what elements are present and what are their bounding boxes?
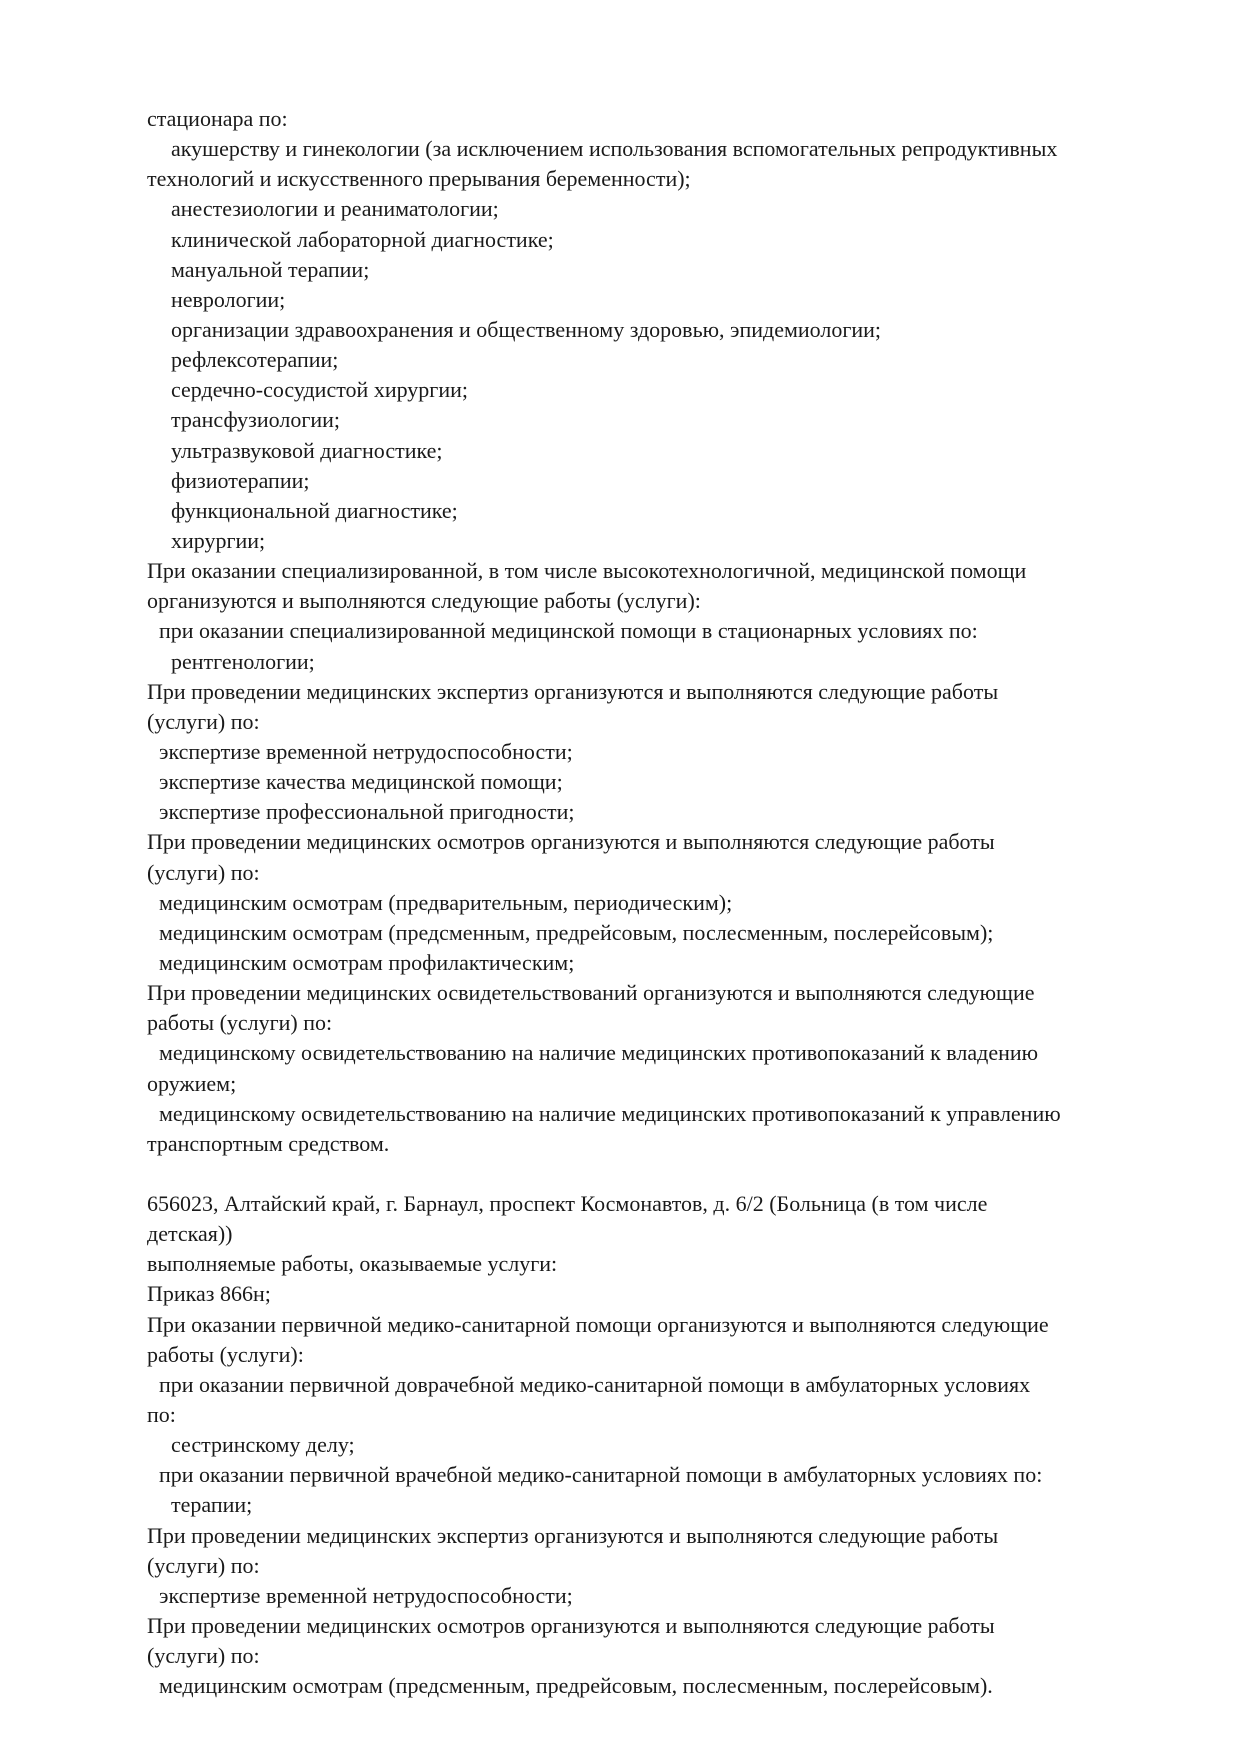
paragraph-gap — [147, 1159, 1187, 1189]
list-item: экспертизе качества медицинской помощи; — [159, 769, 563, 795]
list-item: рефлексотерапии; — [171, 347, 339, 373]
list-item: медицинским осмотрам (предсменным, предрейсовым, послесменным, послерейсовым). — [159, 1673, 993, 1699]
section-heading: При оказании специализированной, в том числе высокотехнологичной, медицинской помощи — [147, 558, 1027, 584]
section-heading: При проведении медицинских экспертиз организуются и выполняются следующие работы — [147, 678, 999, 704]
text-line: работы (услуги): — [147, 1341, 304, 1367]
list-item: мануальной терапии; — [171, 256, 370, 282]
text-line: выполняемые работы, оказываемые услуги: — [147, 1251, 558, 1277]
list-item: терапии; — [171, 1492, 253, 1518]
address-line: детская)) — [147, 1221, 233, 1247]
address-line: 656023, Алтайский край, г. Барнаул, проспект Космонавтов, д. 6/2 (Больница (в том числе — [147, 1191, 988, 1217]
list-item: медицинским осмотрам профилактическим; — [159, 949, 575, 975]
subsection-line: при оказании первичной доврачебной медико-санитарной помощи в амбулаторных условиях — [159, 1371, 1031, 1397]
list-item: клинической лабораторной диагностике; — [171, 226, 554, 252]
list-item: анестезиологии и реаниматологии; — [171, 196, 499, 222]
document-text — [147, 104, 1187, 1701]
section-heading: При проведении медицинских экспертиз организуются и выполняются следующие работы — [147, 1522, 999, 1548]
subsection-line: при оказании первичной врачебной медико-санитарной помощи в амбулаторных условиях по: — [159, 1462, 1043, 1488]
text-line: стационара по: — [147, 106, 288, 131]
list-item: неврологии; — [171, 286, 286, 312]
list-item: хирургии; — [171, 527, 266, 553]
list-item: экспертизе профессиональной пригодности; — [159, 799, 575, 825]
text-line: технологий и искусственного прерывания беременности); — [147, 166, 691, 192]
list-item: рентгенологии; — [171, 648, 315, 674]
list-item: сердечно-сосудистой хирургии; — [171, 377, 468, 403]
list-item: ультразвуковой диагностике; — [171, 437, 443, 463]
text-line: работы (услуги) по: — [147, 1010, 333, 1036]
section-heading: При проведении медицинских освидетельствований организуются и выполняются следующие — [147, 980, 1035, 1006]
list-item: медицинским осмотрам (предварительным, периодическим); — [159, 889, 733, 915]
list-item: физиотерапии; — [171, 467, 310, 493]
list-item: медицинскому освидетельствованию на наличие медицинских противопоказаний к владению — [159, 1040, 1039, 1066]
text-line: (услуги) по: — [147, 1552, 260, 1578]
list-item: функциональной диагностике; — [171, 497, 458, 523]
text-line: организуются и выполняются следующие работы (услуги): — [147, 588, 701, 614]
list-item: трансфузиологии; — [171, 407, 340, 433]
text-line: оружием; — [147, 1070, 237, 1096]
list-item: экспертизе временной нетрудоспособности; — [159, 738, 573, 764]
text-line: (услуги) по: — [147, 859, 260, 885]
list-item: медицинскому освидетельствованию на наличие медицинских противопоказаний к управлению — [159, 1100, 1061, 1126]
text-line: Приказ 866н; — [147, 1281, 271, 1307]
text-line: (услуги) по: — [147, 708, 260, 734]
text-line: (услуги) по: — [147, 1643, 260, 1669]
section-heading: При проведении медицинских осмотров организуются и выполняются следующие работы — [147, 829, 995, 855]
list-item: медицинским осмотрам (предсменным, предрейсовым, послесменным, послерейсовым); — [159, 919, 994, 945]
section-heading: При проведении медицинских осмотров организуются и выполняются следующие работы — [147, 1613, 995, 1639]
text-line: транспортным средством. — [147, 1130, 390, 1156]
section-heading: При оказании первичной медико-санитарной помощи организуются и выполняются следующие — [147, 1311, 1049, 1337]
text-line: по: — [147, 1402, 176, 1428]
list-item: организации здравоохранения и общественному здоровью, эпидемиологии; — [171, 316, 882, 342]
list-item: акушерству и гинекологии (за исключением использования вспомогательных репродуктивных — [171, 136, 1058, 162]
list-item: экспертизе временной нетрудоспособности; — [159, 1582, 573, 1608]
subsection-line: при оказании специализированной медицинской помощи в стационарных условиях по: — [159, 618, 978, 644]
list-item: сестринскому делу; — [171, 1432, 355, 1458]
